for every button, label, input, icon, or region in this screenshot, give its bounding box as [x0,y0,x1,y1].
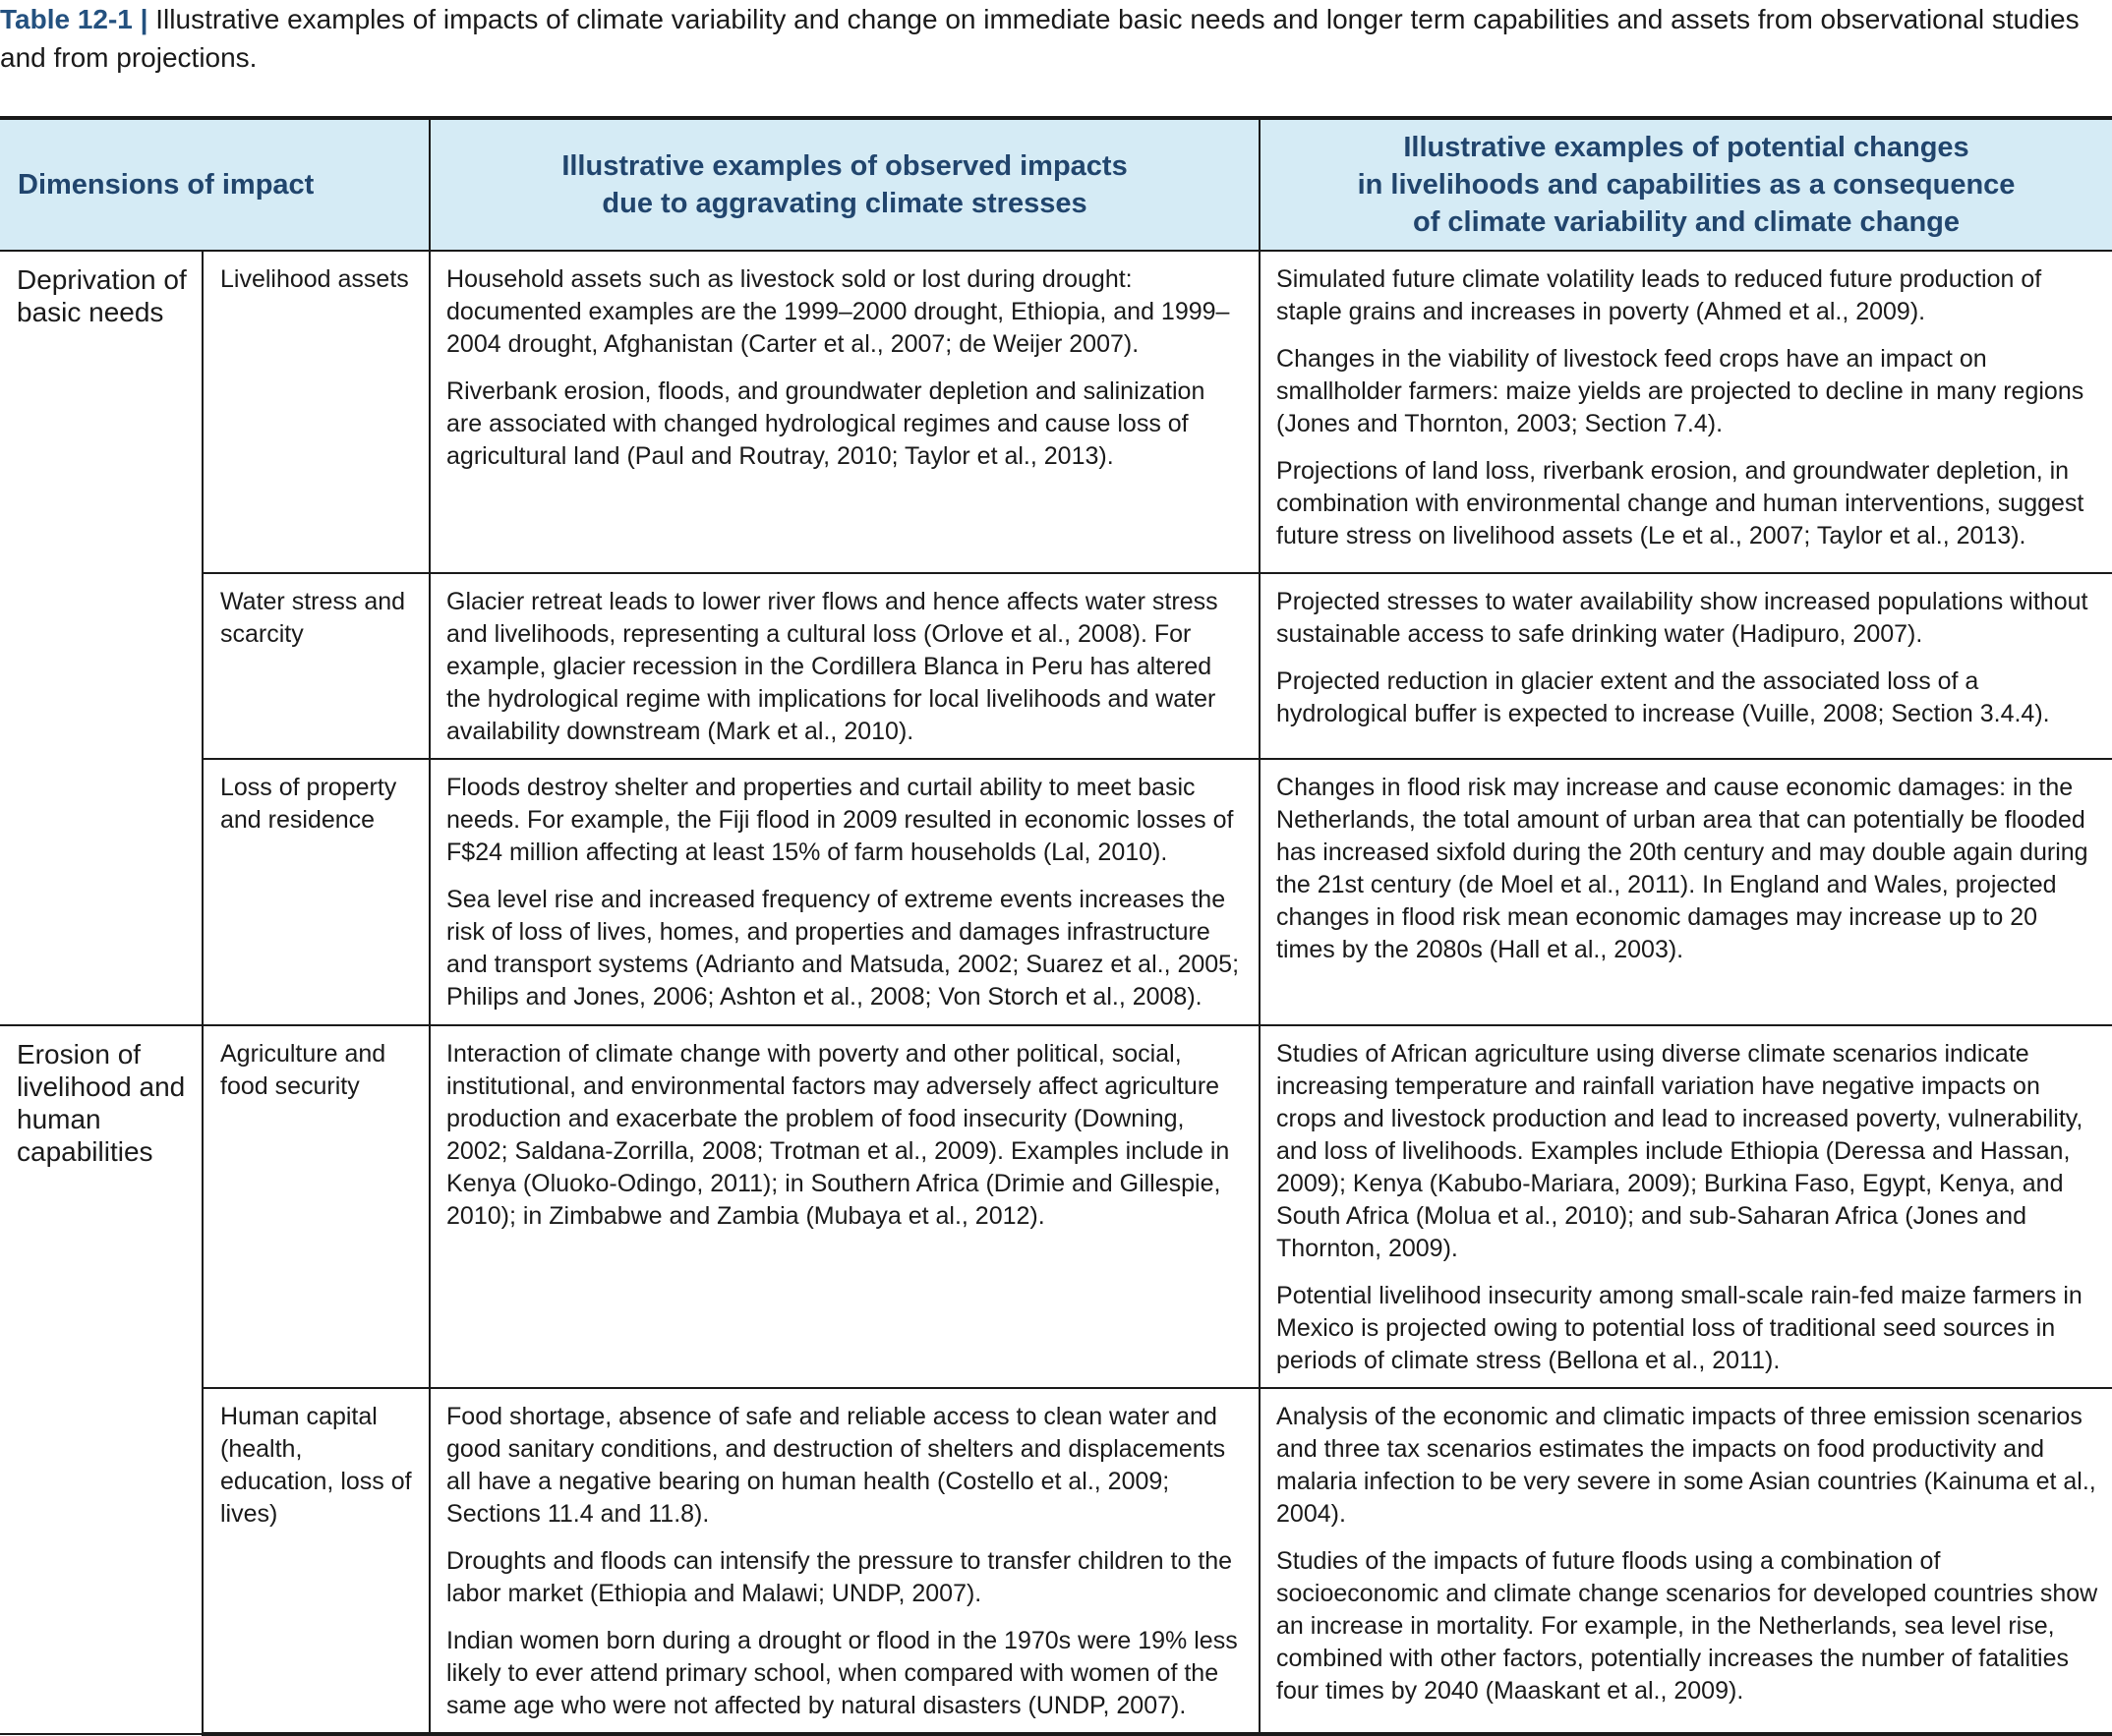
table-row [0,251,2112,573]
observed-paragraph: Droughts and floods can intensify the pressure to transfer children to the labor market (Ethiopia and Malawi; UNDP, 2007). [446,1547,1233,1607]
observed-paragraph: Riverbank erosion, floods, and groundwater depletion and salinization are associated with changed hydrological regimes and cause loss of agricultural land (Paul and Routray, 2010; Taylor et al., 2013). [446,377,1205,470]
observed-cell [430,759,1260,1025]
potential-paragraph: Simulated future climate volatility leads to reduced future production of staple grains and increases in poverty (Ahmed et al., 2009). [1276,265,2042,325]
dimension-cell: Water stress and scarcity [203,573,430,759]
observed-paragraph: Glacier retreat leads to lower river flows and hence affects water stress and livelihoods, representing a cultural loss (Orlove et al., 2008). For example, glacier recession in the Cordillera Blanca in Peru has altered the hydrological regime with implications for local livelihoods and water availability downstream (Mark et al., 2010). [446,588,1218,745]
header-dimensions: Dimensions of impact [0,118,430,251]
potential-cell [1260,759,2112,1025]
potential-paragraph: Projected stresses to water availability show increased populations without sustainable access to safe drinking water (Hadipuro, 2007). [1276,588,2088,648]
observed-paragraph: Indian women born during a drought or flood in the 1970s were 19% less likely to ever attend primary school, when compared with women of the same age who were not affected by natural disasters (UNDP, 2007). [446,1627,1238,1719]
dimension-cell: Livelihood assets [203,251,430,573]
potential-paragraph: Potential livelihood insecurity among small-scale rain-fed maize farmers in Mexico is projected owing to potential loss of traditional seed sources in periods of climate stress (Bellona et al., 2011). [1276,1282,2083,1374]
observed-paragraph: Interaction of climate change with poverty and other political, social, institutional, and environmental factors may adversely affect agriculture production and exacerbate the problem of food insecurity (Downing, 2002; Saldana-Zorrilla, 2008; Trotman et al., 2009). Examples include in Kenya (Oluoko-Odingo, 2011); in Southern Africa (Drimie and Gillespie, 2010); in Zimbabwe and Zambia (Mubaya et al., 2012). [446,1040,1230,1230]
table-row [0,1388,2112,1734]
table-row [0,1025,2112,1388]
potential-cell [1260,1388,2112,1734]
dimension-cell: Agriculture and food security [203,1025,430,1388]
potential-cell [1260,251,2112,573]
potential-paragraph: Studies of the impacts of future floods using a combination of socioeconomic and climate change scenarios for developed countries show an increase in mortality. For example, in the Netherlands, sea level rise, combined with other factors, potentially increases the number of fatalities four times by 2040 (Maaskant et al., 2009). [1276,1547,2098,1705]
impacts-table [0,116,2112,1736]
potential-cell [1260,1025,2112,1388]
header-potential-changes [1260,118,2112,251]
potential-paragraph: Changes in flood risk may increase and cause economic damages: in the Netherlands, the total amount of urban area that can potentially be flooded has increased sixfold during the 20th century and may double again during the 21st century (de Moel et al., 2011). In England and Wales, projected changes in flood risk mean economic damages may increase up to 20 times by the 2080s (Hall et al., 2003). [1276,774,2088,963]
table-row [0,759,2112,1025]
potential-cell [1260,573,2112,759]
header-potential-line: Illustrative examples of potential changes [1403,132,1969,163]
observed-paragraph: Food shortage, absence of safe and reliable access to clean water and good sanitary conditions, and destruction of shelters and displacements all have a negative bearing on human health (Costello et al., 2009; Sections 11.4 and 11.8). [446,1403,1226,1528]
observed-paragraph: Sea level rise and increased frequency of extreme events increases the risk of loss of lives, homes, and properties and damages infrastructure and transport systems (Adrianto and Matsuda, 2002; Suarez et al., 2005; Philips and Jones, 2006; Ashton et al., 2008; Von Storch et al., 2008). [446,886,1240,1011]
header-potential-line: in livelihoods and capabilities as a consequence [1357,169,2016,201]
potential-paragraph: Analysis of the economic and climatic impacts of three emission scenarios and three tax scenarios estimates the impacts on food productivity and malaria infection to be very severe in some Asian countries (Kainuma et al., 2004). [1276,1403,2096,1528]
table-caption [0,0,2112,77]
header-potential-line: of climate variability and climate change [1413,206,1961,238]
potential-paragraph: Projected reduction in glacier extent and the associated loss of a hydrological buffer is expected to increase (Vuille, 2008; Section 3.4.4). [1276,667,2050,727]
potential-paragraph: Projections of land loss, riverbank erosion, and groundwater depletion, in combination with environmental change and human interventions, suggest future stress on livelihood assets (Le et al., 2007; Taylor et al., 2013). [1276,457,2084,550]
dimension-cell: Loss of property and residence [203,759,430,1025]
observed-cell [430,573,1260,759]
table-caption-text: Illustrative examples of impacts of climate variability and change on immediate basic needs and longer term capabilities and assets from observational studies and from projections. [0,4,2080,73]
observed-cell [430,1025,1260,1388]
potential-paragraph: Studies of African agriculture using diverse climate scenarios indicate increasing temperature and rainfall variation have negative impacts on crops and livestock production and lead to increased poverty, vulnerability, and loss of livelihoods. Examples include Ethiopia (Deressa and Hassan, 2009); Kenya (Kabubo-Mariara, 2009); Burkina Faso, Egypt, Kenya, and South Africa (Molua et al., 2010); and sub-Saharan Africa (Jones and Thornton, 2009). [1276,1040,2083,1262]
observed-cell [430,1388,1260,1734]
header-observed-line: due to aggravating climate stresses [602,188,1087,219]
dimension-cell: Human capital (health, education, loss of lives) [203,1388,430,1734]
table-row [0,573,2112,759]
category-cell: Deprivation of basic needs [0,251,203,1025]
header-observed-impacts [430,118,1260,251]
header-observed-line: Illustrative examples of observed impacts [561,150,1128,182]
observed-paragraph: Household assets such as livestock sold or lost during drought: documented examples are the 1999–2000 drought, Ethiopia, and 1999–2004 drought, Afghanistan (Carter et al., 2007; de Weijer 2007). [446,265,1230,358]
potential-paragraph: Changes in the viability of livestock feed crops have an impact on smallholder farmers: maize yields are projected to decline in many regions (Jones and Thornton, 2003; Section 7.4). [1276,345,2084,437]
observed-cell [430,251,1260,573]
table-caption-label: Table 12-1 [0,4,133,34]
observed-paragraph: Floods destroy shelter and properties and curtail ability to meet basic needs. For example, the Fiji flood in 2009 resulted in economic losses of F$24 million affecting at least 15% of farm households (Lal, 2010). [446,774,1234,866]
table-caption-separator: | [140,4,148,34]
header-row [0,118,2112,251]
category-cell: Erosion of livelihood and human capabilities [0,1025,203,1734]
